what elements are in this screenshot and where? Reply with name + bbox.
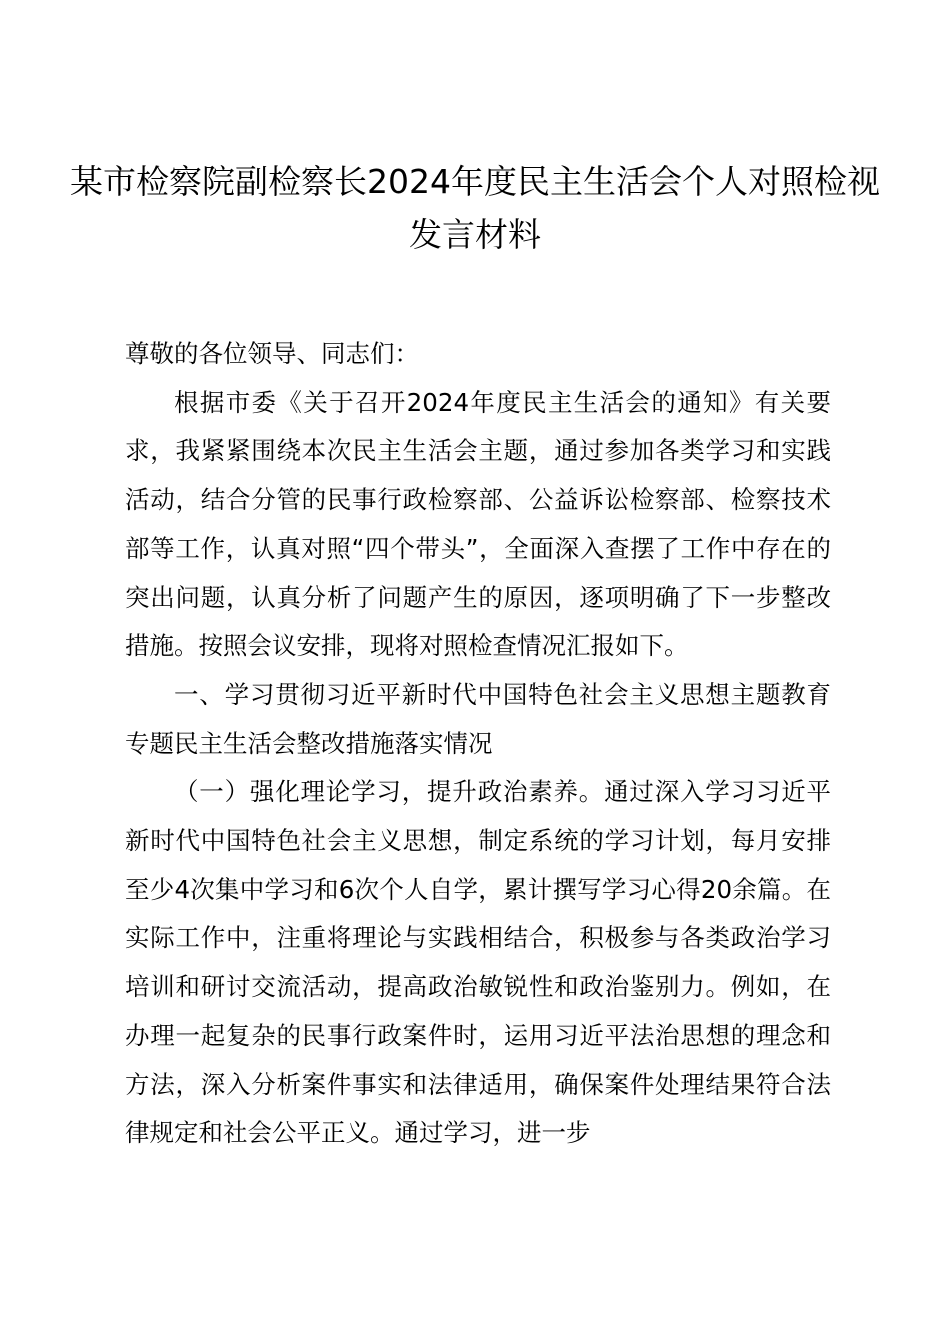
document-body [125,330,831,1158]
greeting: 尊敬的各位领导、同志们： [125,339,419,368]
paragraph-subsection-1: （一）强化理论学习，提升政治素养。通过深入学习习近平新时代中国特色社会主义思想，制定系统的学习计划，每月安排至少4次集中学习和6次个人自学，累计撰写学习心得20余篇。在实际工作中，注重将理论与实践相结合，积极参与各类政治学习培训和研讨交流活动，提高政治敏锐性和政治鉴别力。例如，在办理一起复杂的民事行政案件时，运用习近平法治思想的理念和方法，深入分析案件事实和法律适用，确保案件处理结果符合法律规定和社会公平正义。通过学习，进一步 [125,777,831,1148]
document-title: 某市检察院副检察长2024年度民主生活会个人对照检视发言材料 [70,162,880,254]
paragraph-intro: 根据市委《关于召开2024年度民主生活会的通知》有关要求，我紧紧围绕本次民主生活会主题，通过参加各类学习和实践活动，结合分管的民事行政检察部、公益诉讼检察部、检察技术部等工作，认真对照“四个带头”，全面深入查摆了工作中存在的突出问题，认真分析了问题产生的原因，逐项明确了下一步整改措施。按照会议安排，现将对照检查情况汇报如下。 [125,387,831,661]
section-heading-1: 一、学习贯彻习近平新时代中国特色社会主义思想主题教育专题民主生活会整改措施落实情况 [125,679,831,758]
